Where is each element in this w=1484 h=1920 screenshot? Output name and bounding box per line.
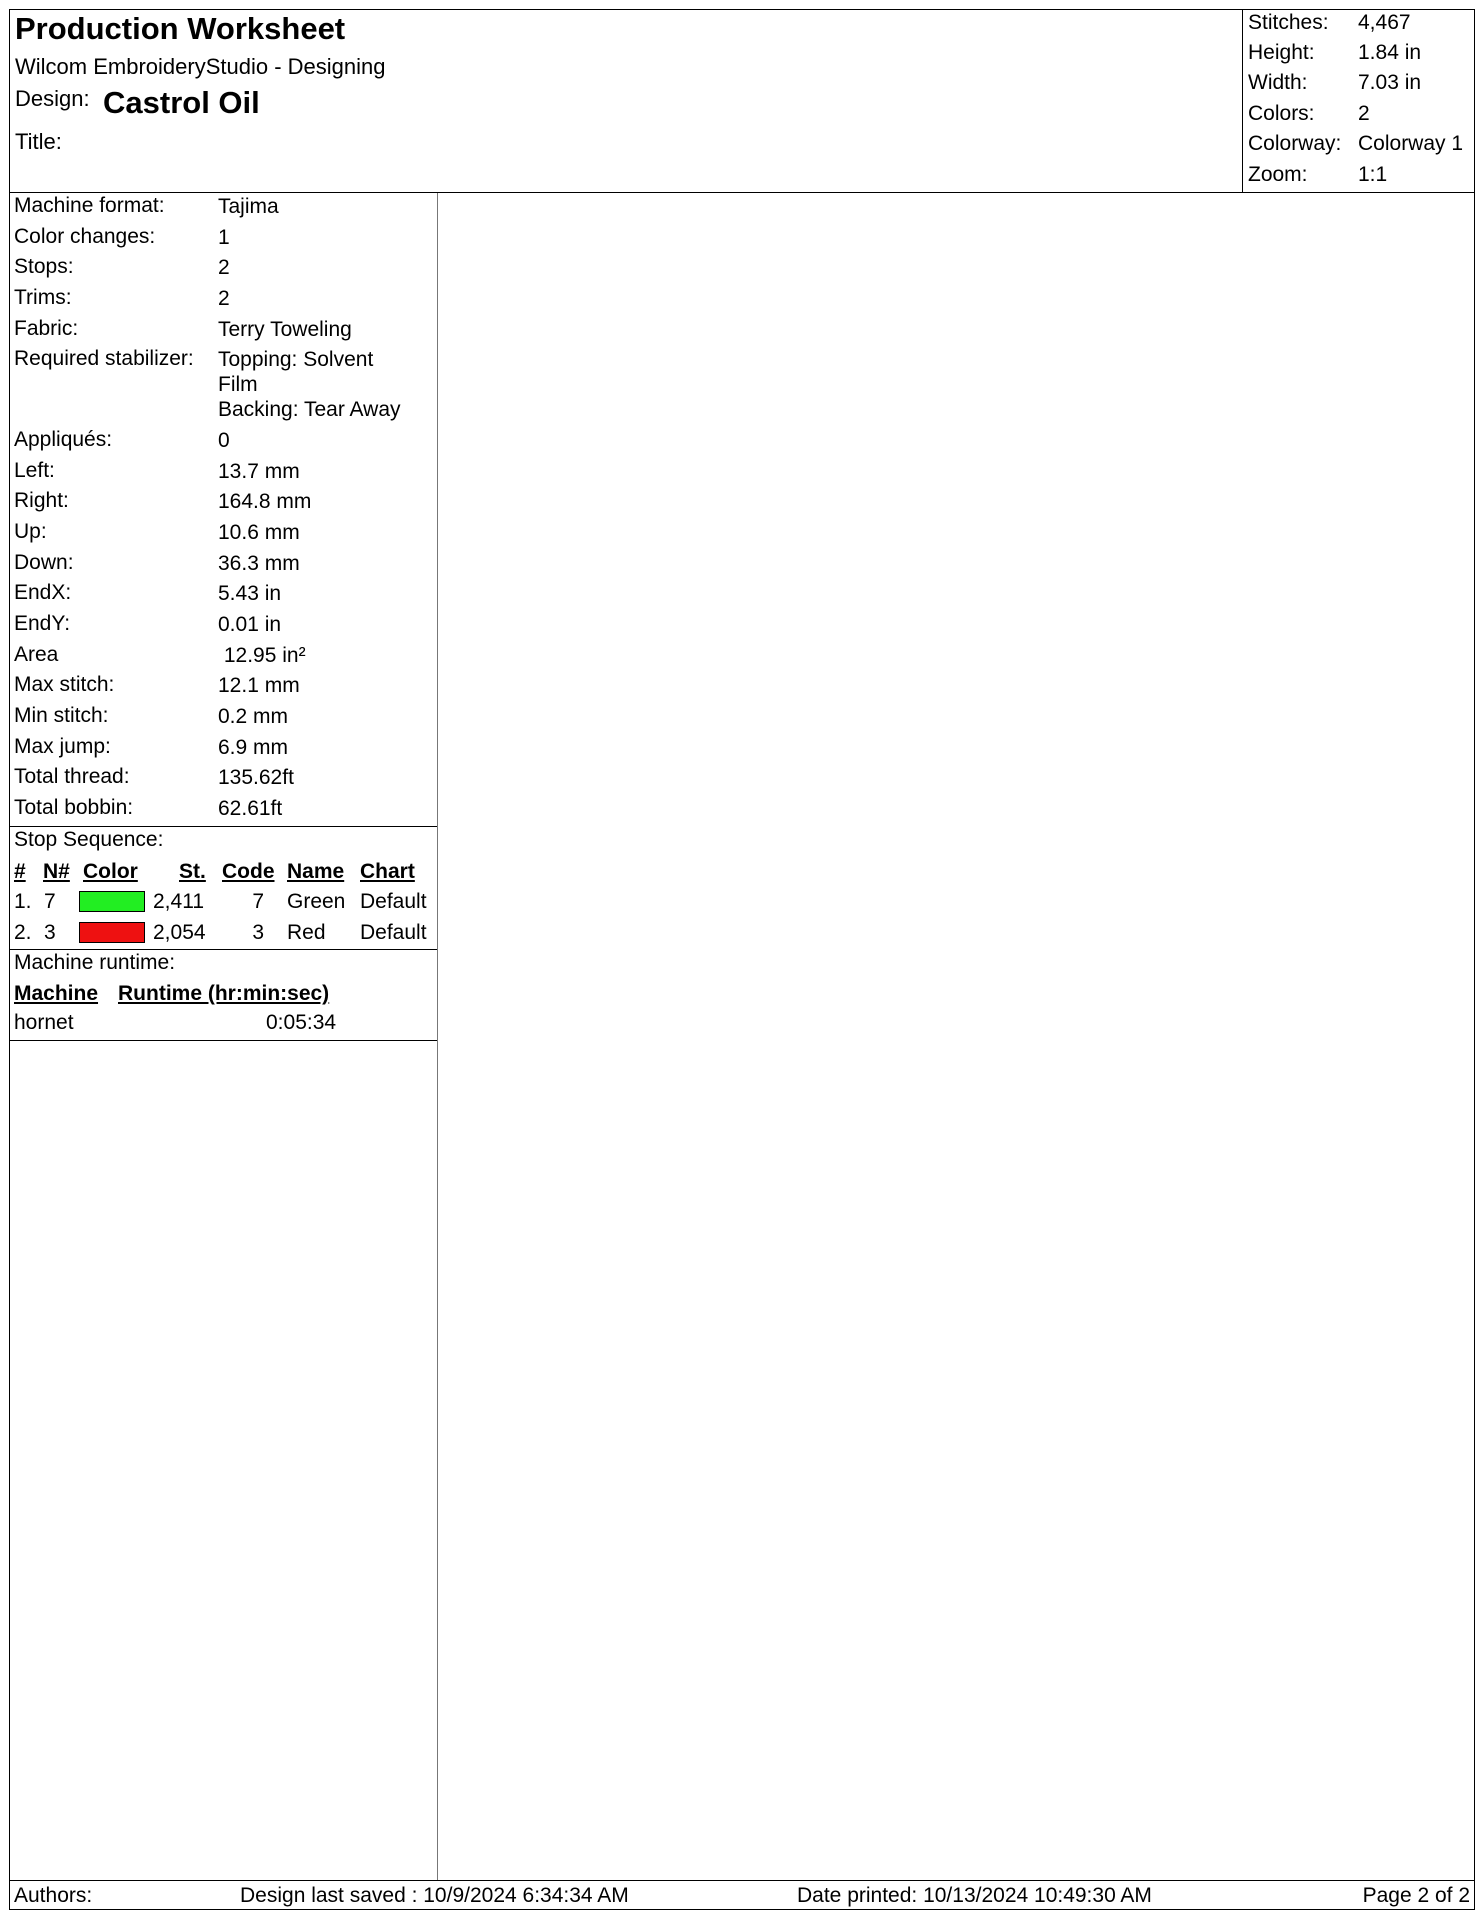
summary-label: Height: — [1248, 41, 1315, 64]
detail-value: 0.2 mm — [218, 705, 289, 728]
detail-value: 5.43 in — [218, 582, 282, 605]
detail-label: Left: — [14, 459, 55, 482]
detail-label: Appliqués: — [14, 428, 113, 451]
summary-value: 2 — [1358, 102, 1370, 125]
summary-row-height — [1243, 39, 1475, 69]
detail-value: 36.3 mm — [218, 552, 300, 575]
stop-code: 3 — [252, 921, 264, 944]
stop-header-needle: N# — [43, 860, 70, 883]
stop-chart: Default — [360, 921, 427, 944]
stop-color-name: Red — [287, 921, 326, 944]
stop-header-name: Name — [287, 860, 345, 883]
summary-value: 7.03 in — [1358, 71, 1422, 94]
summary-label: Colorway: — [1248, 132, 1342, 155]
stop-header-color: Color — [83, 860, 138, 883]
stabilizer-line-1: Topping: Solvent — [218, 348, 374, 371]
summary-value: 4,467 — [1358, 11, 1411, 34]
summary-value: Colorway 1 — [1358, 132, 1464, 155]
summary-row-colors — [1243, 100, 1475, 130]
detail-value: 12.95 in² — [218, 644, 306, 667]
footer-date-printed: Date printed: 10/13/2024 10:49:30 AM — [797, 1884, 1152, 1907]
stop-stitches: 2,411 — [153, 890, 204, 913]
detail-label: EndY: — [14, 612, 71, 635]
color-swatch — [79, 891, 145, 912]
detail-label: Area — [14, 643, 59, 666]
runtime-header-runtime: Runtime (hr:min:sec) — [118, 982, 330, 1005]
app-name: Wilcom EmbroideryStudio - Designing — [15, 54, 386, 79]
detail-label: Right: — [14, 489, 69, 512]
stop-stitches: 2,054 — [153, 921, 206, 944]
detail-label: Max jump: — [14, 735, 111, 758]
design-details-panel — [9, 193, 438, 1880]
summary-label: Stitches: — [1248, 11, 1329, 34]
worksheet-header — [9, 9, 1475, 193]
detail-label: Stops: — [14, 255, 74, 278]
detail-value: 13.7 mm — [218, 460, 300, 483]
stabilizer-line-2: Film — [218, 373, 258, 396]
detail-value: 62.61ft — [218, 797, 283, 820]
machine-runtime-label: Machine runtime: — [14, 951, 176, 974]
summary-row-colorway — [1243, 130, 1475, 160]
stop-chart: Default — [360, 890, 427, 913]
detail-label: Max stitch: — [14, 673, 115, 696]
summary-value: 1.84 in — [1358, 41, 1422, 64]
detail-value: 164.8 mm — [218, 490, 312, 513]
runtime-value: 0:05:34 — [266, 1011, 337, 1034]
summary-row-width — [1243, 69, 1475, 99]
detail-label: Trims: — [14, 286, 72, 309]
divider — [9, 826, 437, 827]
footer-page-number: Page 2 of 2 — [1362, 1884, 1470, 1907]
stop-header-num: # — [14, 860, 26, 883]
design-label: Design: — [15, 86, 90, 111]
detail-value: 1 — [218, 226, 230, 249]
footer-last-saved: Design last saved : 10/9/2024 6:34:34 AM — [240, 1884, 629, 1907]
detail-value: 10.6 mm — [218, 521, 300, 544]
detail-value: Terry Toweling — [218, 318, 352, 341]
stabilizer-line-3: Backing: Tear Away — [218, 398, 401, 421]
footer-authors: Authors: — [14, 1884, 93, 1907]
divider — [9, 1040, 437, 1041]
stop-color-name: Green — [287, 890, 346, 913]
detail-label: Total bobbin: — [14, 796, 134, 819]
stop-sequence-label: Stop Sequence: — [14, 828, 164, 851]
stop-code: 7 — [252, 890, 264, 913]
detail-label: Up: — [14, 520, 47, 543]
detail-value: 2 — [218, 256, 230, 279]
summary-panel — [1242, 9, 1475, 192]
summary-label: Width: — [1248, 71, 1308, 94]
runtime-machine: hornet — [14, 1011, 74, 1034]
detail-label: Min stitch: — [14, 704, 109, 727]
divider — [9, 949, 437, 950]
stop-needle: 3 — [44, 921, 56, 944]
detail-value: 2 — [218, 287, 230, 310]
detail-value: 6.9 mm — [218, 736, 289, 759]
detail-label: Total thread: — [14, 765, 130, 788]
stop-header-chart: Chart — [360, 860, 415, 883]
summary-row-zoom — [1243, 161, 1475, 191]
summary-row-stitches — [1243, 9, 1475, 39]
detail-label: Required stabilizer: — [14, 347, 194, 370]
detail-label: Machine format: — [14, 194, 165, 217]
stop-needle: 7 — [44, 890, 56, 913]
detail-stabilizer — [9, 347, 437, 427]
detail-value: 12.1 mm — [218, 674, 300, 697]
page-title: Production Worksheet — [15, 11, 346, 46]
detail-value: Tajima — [218, 195, 279, 218]
stop-num: 2. — [14, 921, 32, 944]
detail-label: Down: — [14, 551, 74, 574]
worksheet-footer — [9, 1880, 1475, 1910]
detail-value: 0.01 in — [218, 613, 282, 636]
detail-label: EndX: — [14, 581, 72, 604]
stop-header-stitches: St. — [179, 860, 206, 883]
runtime-header-machine: Machine — [14, 982, 99, 1005]
summary-label: Colors: — [1248, 102, 1315, 125]
detail-label: Fabric: — [14, 317, 79, 340]
summary-label: Zoom: — [1248, 163, 1308, 186]
detail-label: Color changes: — [14, 225, 156, 248]
design-name: Castrol Oil — [103, 85, 260, 120]
summary-value: 1:1 — [1358, 163, 1388, 186]
stop-num: 1. — [14, 890, 32, 913]
title-label: Title: — [15, 129, 62, 154]
header-info — [9, 9, 1242, 192]
stop-header-code: Code — [222, 860, 275, 883]
color-swatch — [79, 922, 145, 943]
detail-value: 135.62ft — [218, 766, 294, 789]
detail-value: 0 — [218, 429, 230, 452]
